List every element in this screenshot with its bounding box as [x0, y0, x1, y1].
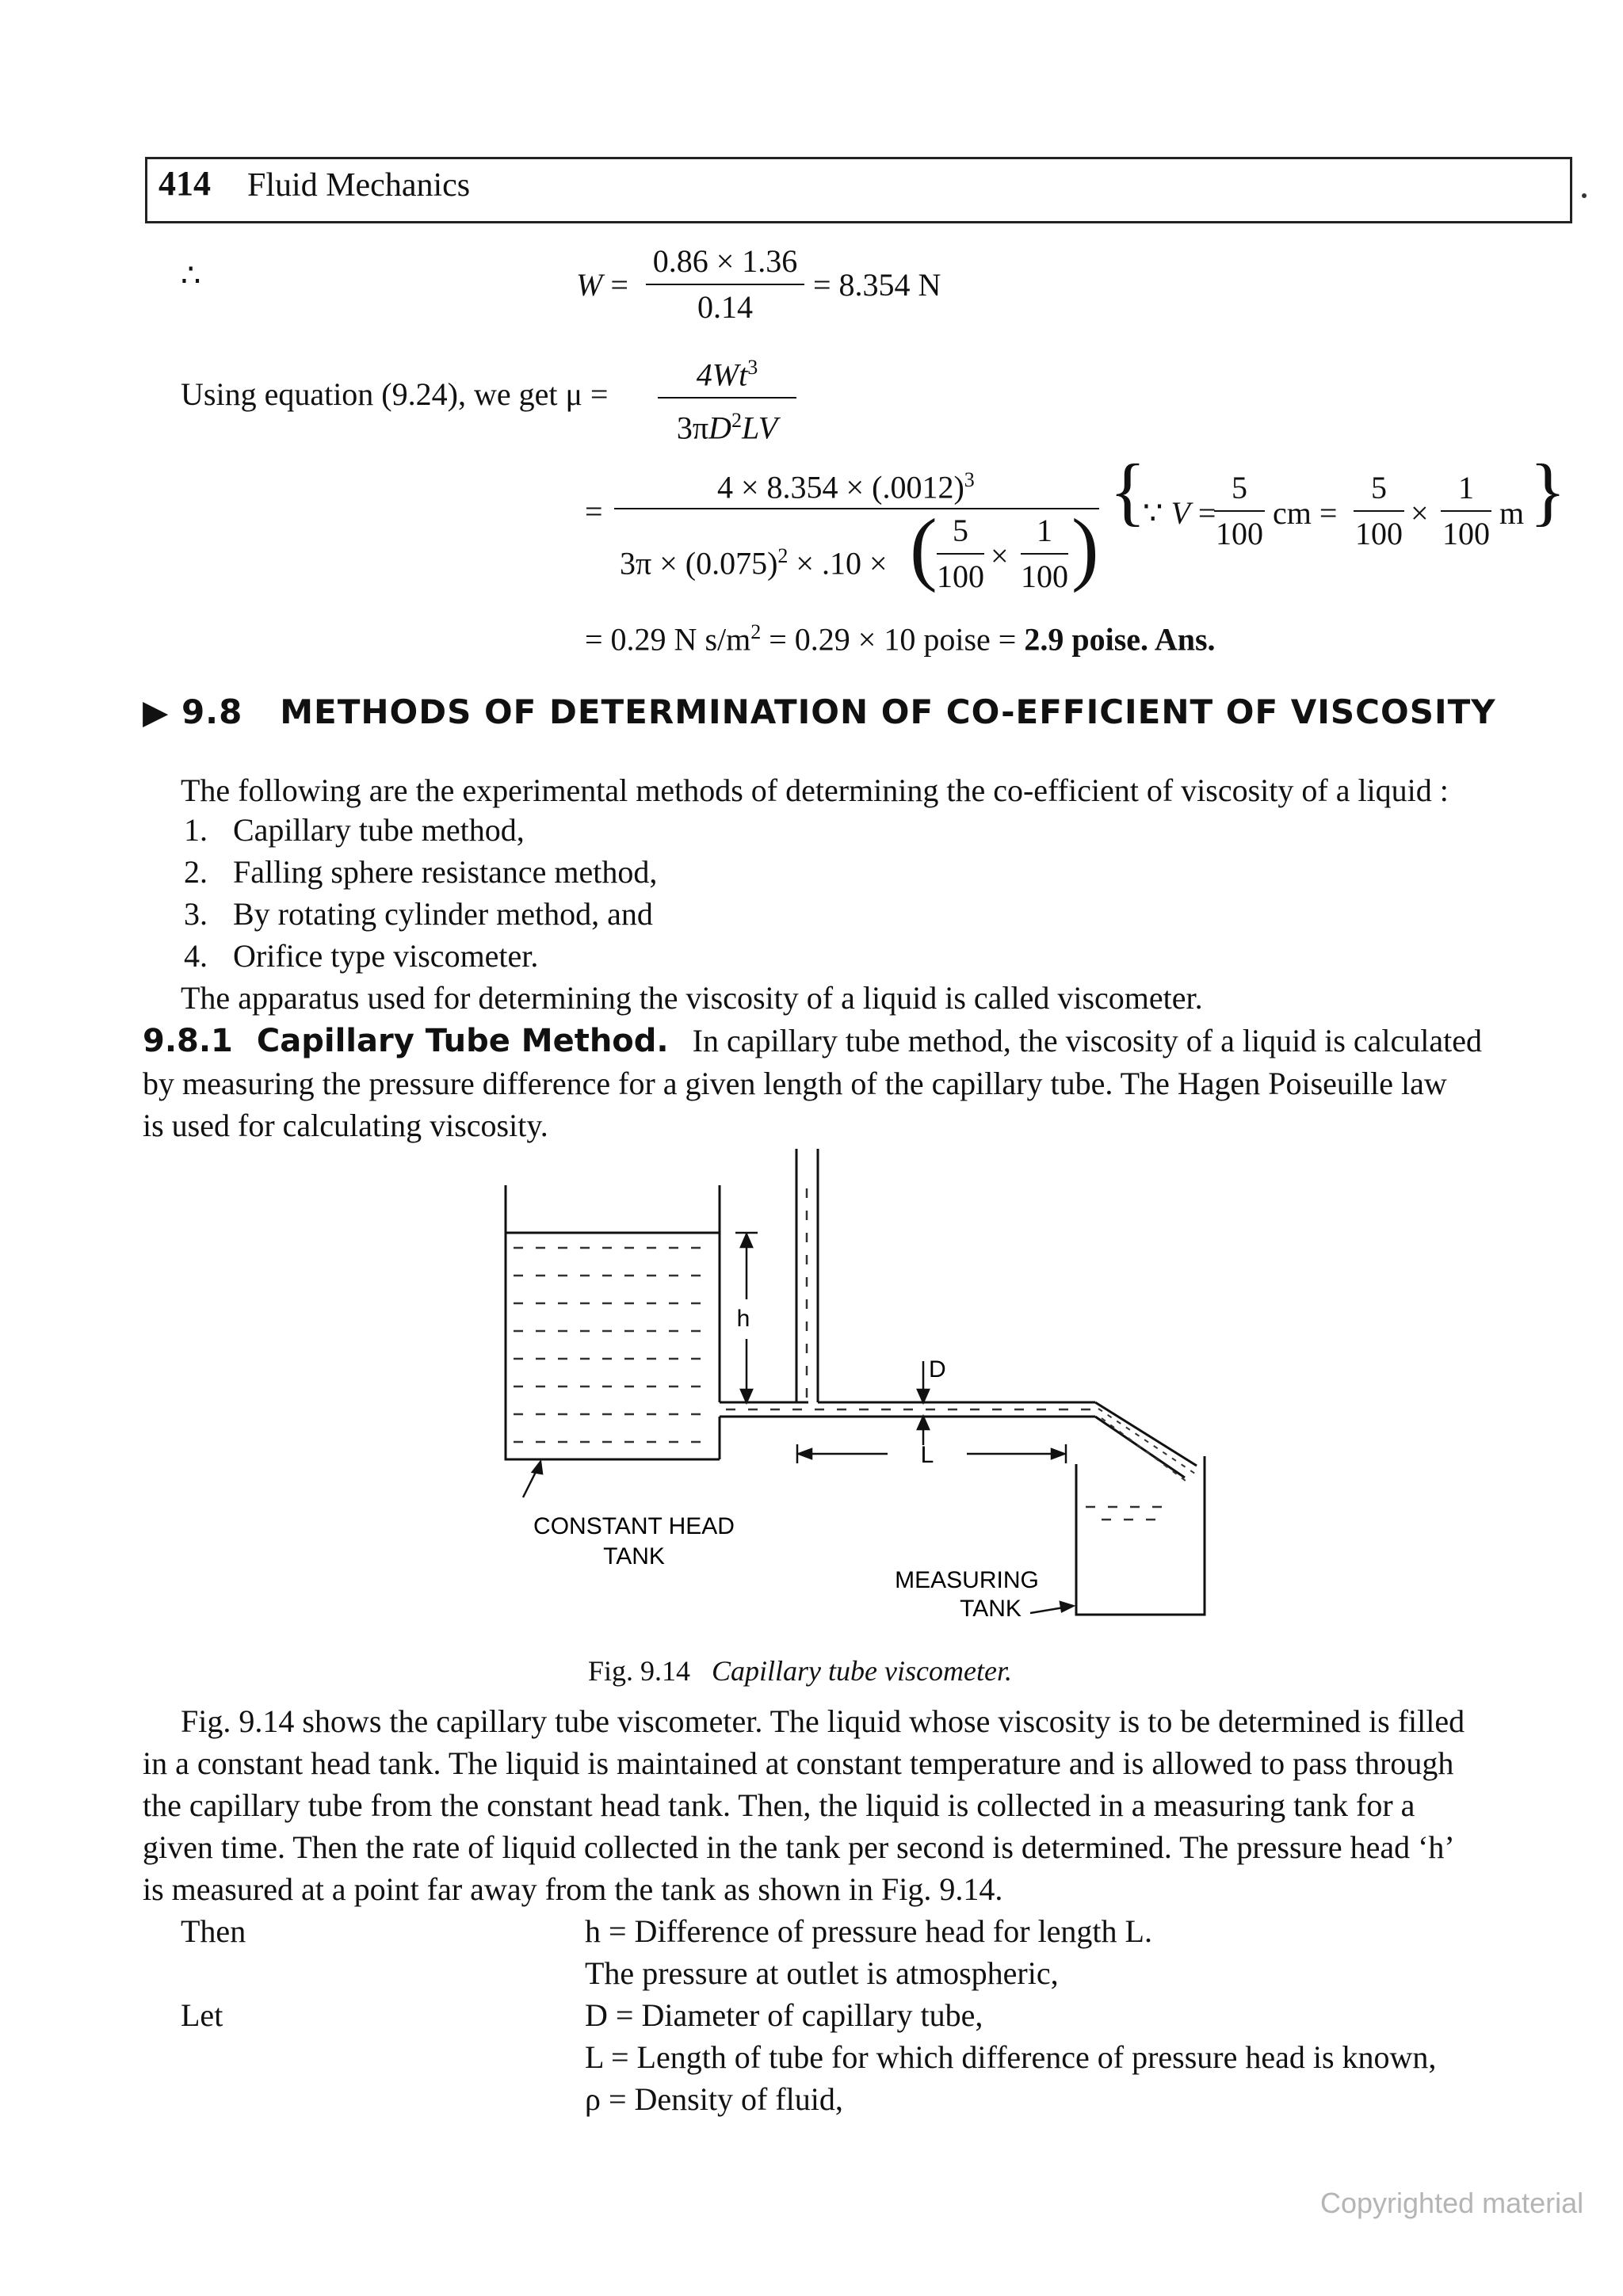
brace-times: ×	[1411, 495, 1429, 531]
frac-denominator: 100	[1355, 516, 1403, 551]
label-constant-head-tank: TANK	[603, 1543, 665, 1569]
body-paragraph	[143, 1700, 1569, 1910]
eq2-intro: Using equation (9.24), we get μ =	[181, 376, 609, 412]
page-number: 414	[158, 164, 211, 203]
frac-denominator: 100	[1216, 516, 1263, 551]
label-measuring-tank: TANK	[960, 1596, 1022, 1622]
brace-because: ∵ V =	[1143, 495, 1216, 531]
section-heading	[143, 692, 1496, 731]
list-item: 1. Capillary tube method,	[184, 812, 525, 848]
subsection-title: Capillary Tube Method.	[256, 1023, 669, 1059]
copyright-watermark: Copyrighted material	[1320, 2187, 1584, 2219]
brace-close: }	[1529, 448, 1567, 533]
therefore-symbol: ∴	[181, 257, 201, 293]
eq2-numerator: 4Wt$^3$	[696, 356, 758, 393]
answer: 2.9 poise. Ans.	[1024, 621, 1216, 658]
eq3-den-frac1	[937, 510, 984, 597]
frac-numerator: 1	[1458, 470, 1474, 505]
label-measuring: MEASURING	[895, 1567, 1039, 1593]
eq3-fraction-bar	[614, 508, 1099, 509]
eq1-numerator: 0.86 × 1.36	[652, 243, 798, 279]
body-line: given time. Then the rate of liquid collected in the tank per second is determined. The pressure head ‘h’	[143, 1829, 1455, 1865]
caption-text: Capillary tube viscometer.	[712, 1655, 1012, 1687]
brace-open: {	[1109, 448, 1147, 533]
then-label: Then	[181, 1913, 246, 1949]
def-h: h = Difference of pressure head for length L.	[585, 1913, 1152, 1949]
figure-caption	[588, 1654, 1012, 1688]
frac-denominator: 100	[1442, 516, 1490, 551]
def-d: D = Diameter of capillary tube,	[585, 1997, 983, 2033]
label-d: D	[929, 1356, 946, 1383]
speck-mark	[1582, 193, 1587, 198]
eq3-den-frac2	[1021, 510, 1068, 597]
eq2-denominator: $3\pi D^2LV$	[676, 409, 778, 446]
subsection-para-line3: is used for calculating viscosity.	[143, 1108, 548, 1143]
eq3-numerator: $4 \times 8.354 \times (.0012)^3$	[717, 468, 975, 505]
label-h: h	[736, 1306, 750, 1332]
apparatus-text: The apparatus used for determining the viscosity of a liquid is called viscometer.	[181, 980, 1203, 1016]
capillary-viscometer-diagram	[475, 1141, 1220, 1648]
subsection-para-line2: by measuring the pressure difference for a given length of the capillary tube. The Hagen Poiseuille law	[143, 1066, 1447, 1101]
section-title: METHODS OF DETERMINATION OF CO-EFFICIENT OF VISCOSITY	[280, 692, 1496, 731]
def-rho: ρ = Density of fluid,	[585, 2081, 843, 2117]
eq1-rhs: = 8.354 N	[813, 267, 941, 303]
label-constant-head: CONSTANT HEAD	[533, 1513, 735, 1539]
section-number: 9.8	[181, 692, 243, 731]
frac-numerator: 5	[1232, 470, 1247, 505]
brace-frac3	[1441, 467, 1491, 555]
eq2-fraction	[658, 347, 796, 449]
brace-m: m	[1499, 495, 1525, 531]
eq3-right-paren: )	[1071, 502, 1099, 593]
frac-numerator: 5	[1371, 470, 1387, 505]
frac-numerator: 5	[953, 513, 968, 548]
eq1-denominator: 0.14	[697, 289, 753, 325]
list-item: 2. Falling sphere resistance method,	[184, 854, 658, 890]
frac-denominator: 100	[937, 559, 984, 594]
eq3-equals: =	[585, 494, 603, 529]
let-label: Let	[181, 1997, 223, 2033]
section-marker-icon: ▶	[143, 692, 170, 731]
list-item: 4. Orifice type viscometer.	[184, 938, 539, 974]
outlet-note: The pressure at outlet is atmospheric,	[585, 1955, 1059, 1991]
subsection-number: 9.8.1	[143, 1023, 233, 1059]
brace-frac1	[1214, 467, 1265, 555]
caption-number: Fig. 9.14	[588, 1655, 691, 1687]
eq3-left-paren: (	[910, 502, 938, 593]
brace-frac2	[1354, 467, 1404, 555]
subsection-text: In capillary tube method, the viscosity of a liquid is calculated	[692, 1023, 1483, 1058]
eq3-times: ×	[991, 538, 1009, 574]
eq1-fraction	[646, 241, 804, 328]
eq4-result: = 0.29 N $s/m^2 = 0.29 \times 10$ poise = 2.9 poise. Ans.	[585, 620, 1216, 658]
frac-numerator: 1	[1037, 513, 1052, 548]
subsection-para-line1	[143, 1020, 1569, 1062]
running-title: Fluid Mechanics	[247, 167, 471, 204]
body-line: Fig. 9.14 shows the capillary tube viscometer. The liquid whose viscosity is to be determined is filled	[181, 1703, 1465, 1739]
list-item: 3. By rotating cylinder method, and	[184, 896, 653, 932]
methods-list	[184, 810, 657, 978]
intro-text: The following are the experimental methods of determining the co-efficient of viscosity of a liquid :	[181, 772, 1449, 808]
def-l: L = Length of tube for which difference of pressure head is known,	[585, 2039, 1437, 2075]
label-l: L	[920, 1442, 934, 1468]
eq1-lhs: W =	[576, 267, 628, 303]
body-line: is measured at a point far away from the tank as shown in Fig. 9.14.	[143, 1871, 1003, 1907]
eq3-denominator: $3\pi \times (0.075)^2 \times .10$ ×	[620, 544, 888, 582]
body-line: in a constant head tank. The liquid is maintained at constant temperature and is allowed to pass through	[143, 1745, 1454, 1781]
body-line: the capillary tube from the constant head tank. Then, the liquid is collected in a measuring tank for a	[143, 1787, 1415, 1823]
frac-denominator: 100	[1021, 559, 1068, 594]
brace-cm: cm =	[1273, 495, 1338, 531]
